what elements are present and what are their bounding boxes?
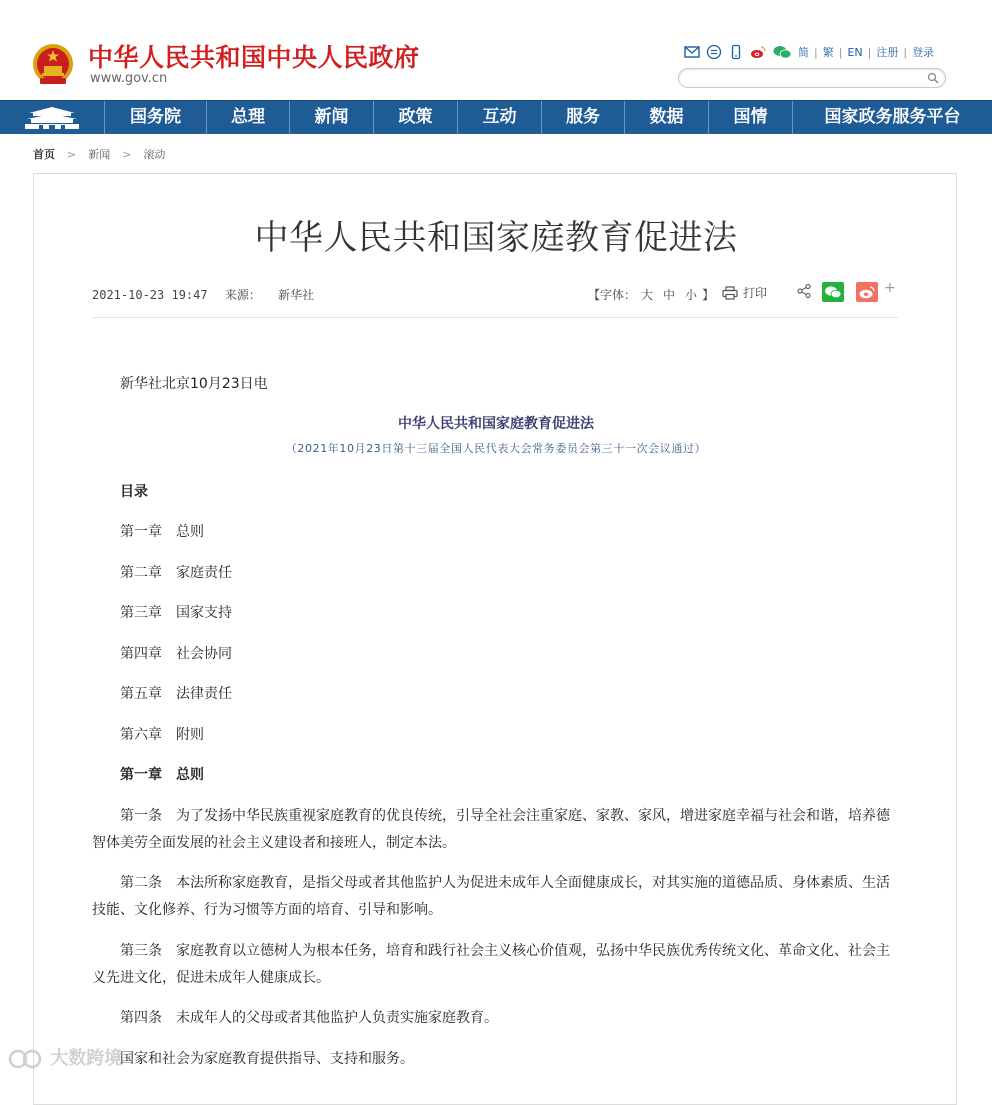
watermark-text: 大数跨境	[50, 1048, 123, 1069]
law-subtitle: （2021年10月23日第十三届全国人民代表大会常务委员会第三十一次会议通过）	[285, 442, 707, 455]
article-paragraph: 第二条 本法所称家庭教育，是指父母或者其他监护人为促进未成年人全面健康成长，对其实施的道德品质、身体素质、生活	[120, 875, 890, 891]
mail-icon[interactable]	[684, 44, 700, 60]
mobile-icon[interactable]	[728, 44, 744, 60]
article-paragraph: 第三条 家庭教育以立德树人为根本任务，培育和践行社会主义核心价值观，弘扬中华民族优秀传统文化、革命文化、社会主	[120, 943, 890, 959]
separator: |	[903, 45, 908, 59]
site-header	[0, 0, 992, 100]
breadcrumb-home[interactable]: 首页	[33, 148, 55, 161]
article-meta	[92, 286, 324, 303]
article-paragraph: 义先进文化，促进未成年人健康成长。	[92, 970, 330, 986]
nav-item-national-info[interactable]: 国情	[733, 107, 768, 127]
toc-item: 第三章 国家支持	[120, 605, 232, 621]
site-url[interactable]: www.gov.cn	[90, 71, 168, 86]
printer-icon	[722, 286, 738, 300]
article-paragraph: 国家和社会为家庭教育提供指导、支持和服务。	[120, 1051, 414, 1067]
publish-datetime: 2021-10-23 19:47	[92, 288, 208, 302]
separator: |	[867, 45, 872, 59]
article-paragraph: 智体美劳全面发展的社会主义建设者和接班人，制定本法。	[92, 835, 456, 851]
separator: |	[814, 45, 818, 59]
rss-icon[interactable]	[706, 44, 722, 60]
print-label: 打印	[743, 286, 768, 300]
chevron-right-icon: >	[122, 147, 132, 161]
search-input[interactable]	[678, 68, 946, 88]
login-link[interactable]: 登录	[912, 46, 935, 59]
wechat-share-icon	[822, 282, 844, 302]
nav-item-premier[interactable]: 总理	[231, 107, 265, 127]
watermark-logo-icon	[8, 1049, 44, 1069]
share-more-button[interactable]: +	[884, 280, 896, 296]
toc-item: 第五章 法律责任	[120, 686, 232, 702]
article-title: 中华人民共和国家庭教育促进法	[254, 218, 738, 258]
chevron-right-icon: >	[67, 147, 77, 161]
nav-item-gov-service-platform[interactable]: 国家政务服务平台	[824, 107, 961, 127]
tiananmen-icon	[23, 105, 81, 131]
toc-item: 第四章 社会协同	[120, 646, 232, 662]
nav-item-state-council[interactable]: 国务院	[130, 107, 181, 127]
lang-simplified-link[interactable]: 简	[798, 46, 809, 59]
font-size-large-button[interactable]: 大	[641, 288, 654, 302]
share-wechat-button[interactable]	[822, 282, 844, 302]
breadcrumb-news[interactable]: 新闻	[88, 148, 111, 161]
nav-item-news[interactable]: 新闻	[314, 107, 349, 127]
toc-item: 第二章 家庭责任	[120, 565, 232, 581]
divider	[92, 317, 898, 318]
weibo-share-icon	[856, 282, 878, 302]
watermark	[8, 1044, 122, 1070]
breadcrumb-rolling[interactable]: 滚动	[143, 148, 166, 161]
font-size-small-button[interactable]: 小	[685, 288, 698, 302]
main-nav	[0, 100, 992, 134]
source-label: 来源：	[224, 288, 261, 302]
nav-item-data[interactable]: 数据	[649, 107, 684, 127]
nav-item-policy[interactable]: 政策	[398, 107, 433, 127]
toc-heading: 目录	[120, 484, 148, 500]
toc-item: 第六章 附则	[120, 727, 204, 743]
nav-item-interaction[interactable]: 互动	[482, 107, 517, 127]
share-weibo-button[interactable]	[856, 282, 878, 302]
font-size-label-open: 【字体：	[588, 288, 637, 302]
lang-traditional-link[interactable]: 繁	[822, 46, 834, 59]
source-name: 新华社	[278, 288, 315, 302]
header-toolbar	[684, 44, 934, 60]
national-emblem-icon[interactable]	[32, 42, 74, 86]
search-icon[interactable]	[927, 72, 939, 84]
wechat-icon[interactable]	[772, 44, 792, 60]
toc-item: 第一章 总则	[120, 524, 204, 540]
font-size-control	[588, 286, 714, 303]
site-name[interactable]: 中华人民共和国中央人民政府	[88, 43, 420, 72]
article-dateline: 新华社北京10月23日电	[120, 376, 268, 392]
font-size-medium-button[interactable]: 中	[663, 288, 676, 302]
article-paragraph: 技能、文化修养、行为习惯等方面的培育、引导和影响。	[92, 902, 442, 918]
register-link[interactable]: 注册	[876, 46, 899, 59]
article-container	[33, 173, 957, 1105]
weibo-icon[interactable]	[750, 44, 766, 60]
lang-english-link[interactable]: EN	[847, 45, 863, 59]
nav-item-services[interactable]: 服务	[566, 107, 600, 127]
breadcrumb	[33, 146, 165, 162]
article-paragraph: 第四条 未成年人的父母或者其他监护人负责实施家庭教育。	[120, 1010, 498, 1026]
print-button[interactable]	[722, 284, 767, 301]
chapter-heading: 第一章 总则	[120, 767, 204, 783]
separator: |	[838, 45, 843, 59]
nav-home[interactable]	[0, 101, 104, 134]
law-title: 中华人民共和国家庭教育促进法	[398, 416, 594, 432]
font-size-label-close: 】	[702, 288, 715, 302]
article-paragraph: 第一条 为了发扬中华民族重视家庭教育的优良传统，引导全社会注重家庭、家教、家风，增进家庭幸福与社会和谐，培养德	[120, 808, 890, 824]
share-icon[interactable]	[796, 283, 812, 299]
